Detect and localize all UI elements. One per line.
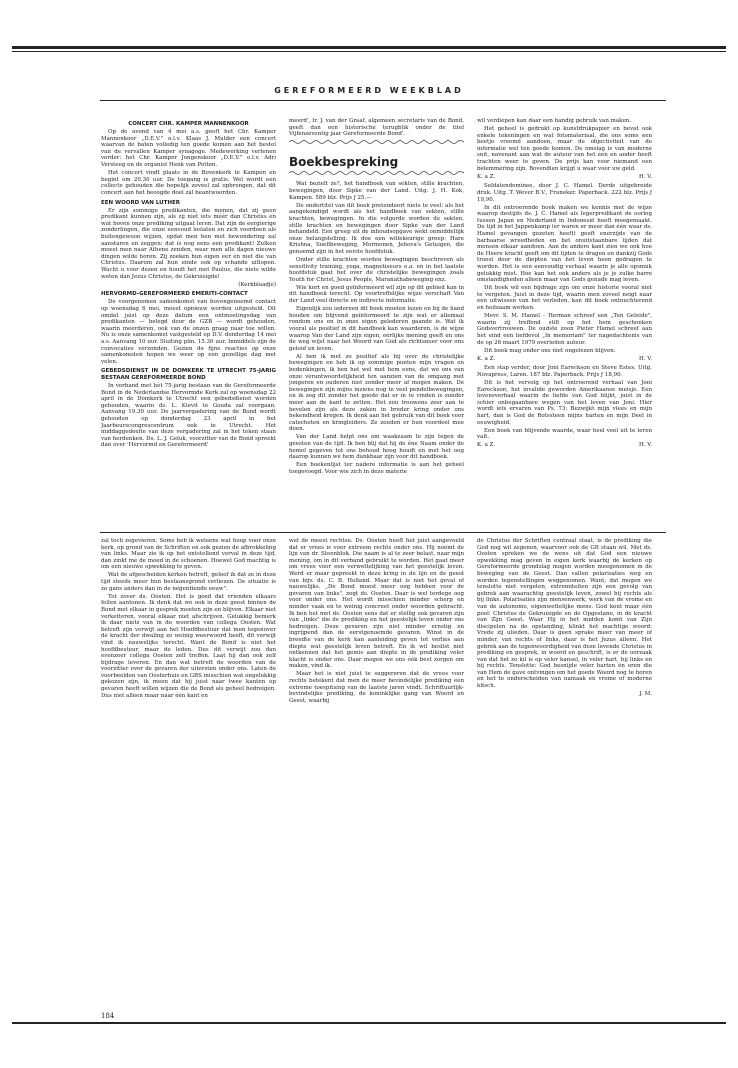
paragraph: Eigenlijk zou iedereen dit boek moeten lezen en bij de hand houden om blijvend geïnformeerd te zijn wat er allemaal rondom ons en in onze eigen gelederen gaande is. Wat ik vooral als positief in dit handboek kan waarderen, is de wijze waarop Van der Land zijn eigen, eerlijke mening geeft en ons de weg wijst naar het Woord van God als richtsnoer voor ons geloof en leven. [289, 306, 464, 352]
article-heading: CONCERT CHR. KAMPER MANNENKOOR [128, 121, 249, 127]
paragraph: meerd', Ir. J. van der Graaf, algemeen secretaris van de Bond, geeft dan een historische terugblik onder de titel Vijfenzeventig jaar Gereformeerde Bond'. [289, 118, 464, 138]
masthead-rule [100, 100, 666, 101]
signature-left: K. a Z. [477, 173, 496, 180]
paragraph: Een boek van blijvende waarde, waar heel veel uit te leren valt. [477, 427, 652, 441]
paragraph: Het concert vindt plaats in de Bovenkerk te Kampen en begint om 20.30 uur. De toegang is gratis. Wel wordt een collecte gehouden die hopelijk zoveel zal opbrengen, dat dit concert aan het beoogde doel zal beantwoorden. [101, 170, 276, 196]
paragraph: Dit boek wil een bijdrage zijn om onze historie vooral niet te vergeten. Juist in deze tijd, waarin men zoveel neigt naar een uitwissen van het verleden, kan dit boek ontnuchterend en heilzaam werken. [477, 285, 652, 312]
paragraph: Dit is het vervolg op het ontroerend verhaal van Joni Eareckson, het invalide geworden Amerikaanse meisje. Een levensverhaal waarin de liefde van God blijkt, juist in de schier onbegaanbare wegen van het leven van Joni. Hier wordt iets ervaren van Ps. 73: Bezwijkt mijn vlees en mijn hart, dan is God de Rotssteen mijns harten en mijn Deel in eeuwigheid. [477, 379, 652, 426]
paragraph: De ondertitel van dit boek pretendeert niets te veel: als het aangekondigd wordt als het handboek van sekten, stille krachten, bewegingen. In die volgorde worden de sekten, stille krachten en bewegingen door Sipke van der Land behandeld. Een greep uit de inhoudsopgave wekt onmiddellijk onze belangstelling. Ik doe een willekeurige greep: Hare Krishna, Soefibeweging, Mormonen, Jehova's Getuigen, die genoemd zijn in het eerste hoofdstuk. [289, 202, 464, 255]
paragraph: Er zijn sommige predikanten, die menen, dat zij geen predikant kunnen zijn, als zij niet iets méér dan Christus en wat boven onze prediking uitgaat leren. Dat zijn de eergierige zonderlingen, die onze eenvoud loslaten en zich voordoen als buitengewoon wijzen, opdat men hen met bewondering zal aanstaren en zeggen: dat is nog eens een predikant! Zulken moest men naar Athene zenden, waar men alle dagen nieuwe dingen wilde horen. Zij zoeken hun eigen eer en niet die van Christus. Daarom zal hun einde ook op schande uitlopen. Wacht u voor dezen en houdt het met Paulus, die niets wilde weten dan Jezus Christus, de Gekruisigde! [101, 207, 276, 280]
signature-right: H. V. [638, 173, 652, 180]
paragraph: Al ben ik met zo positief als bij over de christelijke bewegingen en heb ik op sommige punten mijn vragen en bedenkingen, ik ben het wel met hem eens, dat we ons van onze verantwoordelijkheid ten aanzien van de omgang met jongeren en ouderen niet zonder meer af mogen maken. De bewegingen zijn mijns inziens nog te veel pendelbewegingen, en ik zeg dit zonder het goede dat er in te vinden is zonder meer aan de kant te zetten. Het zou trouwens zeer aan te bevelen zijn als deze zaken in breder kring onder ons bekendheid kregen. Ik denk aan het gebruik van dit boek voor catecheten en kringleiders. Ze zouden er hun voordeel mee doen. [289, 353, 464, 433]
paragraph: Wie kort en goed geïnformeerd wil zijn op dit gebied kan in dit handboek terecht. Op voortreffelijke wijze verschaft Van der Land veel directe en indirecte informatie. [289, 284, 464, 305]
paragraph: Op de avond van 4 mei a.s. geeft het Chr. Kamper Mannenkoor „D.E.V." o.l.v. Klaas J. Mulder een concert waarvan de baten volledig ten goede komen aan het bestel van de vervallen Kamper synagoge. Medewerking verlenen verder: het Chr. Kamper Jongenskoor „D.E.V." o.l.v. Adri Versteeg en de organist Henk van Potten. [101, 129, 276, 169]
paragraph: wil verdiepen kan daar een handig gebruik van maken. [477, 118, 631, 124]
paragraph: Een boekenlijst ter nadere informatie is aan het geheel toegevoegd. Voor wie zich in deze materie [289, 462, 464, 475]
signature [477, 442, 652, 449]
column-bottom-left [101, 538, 276, 978]
signature [477, 174, 652, 181]
article-heading: GEBEDSDIENST IN DE DOMKERK TE UTRECHT 75-JARIG BESTAAN GEREFORMEERDE BOND [101, 368, 276, 381]
paragraph: Mevr. S. M. Hamel - Herman schreef een „Ten Geleide", waarin zij treffend stilt op het hem geschonken Godsvertrouwen. De oudste zoon Pieter Hamel schreef aan het eind een liefdevol „In memoriam" ter nagedachtenis van de op 26 maart 1979 overleden auteur. [477, 313, 652, 346]
signature-right: H. V. [638, 442, 652, 449]
top-rule-thin [12, 51, 726, 52]
paragraph: Maar het is niet juist te suggereren dat de vrees voor rechts betekent dat men de meer bevindelijke prediking een extreme toespitsing van de laatste jaren vindt. Schriftuurlijk-bevindelijke prediking, de koninklijke gang van Woord en Geest, waarbij [289, 671, 464, 704]
paragraph: Onder stille krachten worden bewegingen beschreven als sensitivity training, yoga, magnetiseurs e.a. en in het laatste hoofdstuk gaat het over de christelijke bewegingen zoals Youth for Christ, Jesus People, Maranathabeweging enz. [289, 257, 464, 283]
paragraph: Tot zover ds. Oosten. Het is goed dat vrienden elkaars feilen aantonen. Ik denk dat we ook in deze geest binnen de Bond met elkaar in gesprek moeten zijn en blijven. Elkaar niet verketteren, vooral elkaar niet afschrijven. Gelukkig bemerk ik daar niets van in de woorden van collega Oosten. Wat betreft zijn verwijt aan het Hoofdbestuur dat men tegenover de kracht der dwaling zo weinig weerwoord heeft, dit verwijt vind ik nauwelijks terecht. Want de Bond is niet het hoofdbestuur, maar de leden. Dus dit verwijt zou dan evenzeer collega Oosten zelf treffen. Laat hij dan ook zelf bijdrage leveren. En dan wat betreft de woorden van de voorzitter over de gevaren der uitersten onder ons. Laten de voorbeelden van Oosterhuis en GBS misschien wat ongelukkig gekozen zijn, ik meen dat hij juist naar twee kanten op gevaren heeft willen wijzen die de Bond als geheel bedreigen. Dus niet alleen maar naar één kant en [101, 593, 276, 699]
paragraph: de Christus der Schriften centraal staat, is de prediking die God nog wil zegenen, waarvoor ook de GB staan wil. Met ds. Oosten spreken we de wens uit dat God een nieuwe opwekking mag geven in eigen kerk waarbij de kerken op Gereformeerde grondslag mogen worden meegenomen in de beweging van de Geest. Dan vallen polarisaties weg en worden tegenstellingen weggenomen. Want, dat mogen we tenslotte niet vergeten, extremiteiten zijn een gevolg van gebrek aan waarachtig geestelijk leven, zowel bij rechts als bij links. Polarisaties zijn mensenwerk, werk van de vrome en van de autonome, eigenwettelijke mens. God kent maar één pool: Christus de Gekruisigde en de Opgestane, in de kracht van Zijn Geest. Waar Hij in het midden komt van Zijn discipelen na de opstanding, klinkt het machtige woord: Vrede zij ulieden. Daar is geen sprake meer van meer of minder, van rechts of links, daar is het Jezus alleen. Het gebrek aan de tegenwoordigheid van deze levende Christus in prediking en gesprek, in woord en geschrift, is er de oorzaak van dat het zo kil is op veler kansel, in veler hart, bij links en bij rechts. Tenslotte: God besnijde veler harten én oren die van Hem de gave ontvingen om het goede Woord nog te horen en het te onderscheiden van namaak en vrome of moderne kitsch. [477, 538, 652, 690]
paragraph: wel de meest rechtse. Ds. Oosten heeft het juist aangevoeld dat er vrees is voor extreem rechts onder ons. Hij noemt de lijn van dr. Steenblok. Die naam is al te zeer belast, naar mijn mening, om in dit verband gebruikt te worden. Het gaat meer om vrees voor een verwettelijking van het geestelijk leven. Werd er maar gepreekt in deze kring in de lijn en de geest van bijv. ds. C. B. Holland. Maar dat is niet het geval of nauwelijks. „De Bond moest meer oog hebben voor de gevaren van links", zegt ds. Oosten. Daar is wel terdege oog voor onder ons. Het wordt misschien minder scherp en minder vaak en te weinig concreet onder woorden gebracht. Ik ben het met ds. Oosten eens dat er stellig ook gevaren zijn van „links" die de prediking en het geestelijk leven onder ons bedreigen. Deze gevaren zijn niet minder ernstig en ingrijpend dan de eerstgenoemde gevaren. Winst in de breedte van de kerk kan aanleiding geven tot verlies aan diepte wat geestelijk leven betreft. En ik wil beslist niet ontkennen dat het gemis aan diepte in de prediking veler klacht is onder ons. Daar mogen we ons óók best zorgen om maken, vind ik. [289, 538, 464, 670]
column-bottom-middle [289, 538, 464, 978]
book-title: Wat bezielt ze?, het handboek van sekten, stille krachten, bewegingen, door Sipke van der Land. Uitg. J. H. Kok, Kampen. 589 blz. Prijs ƒ 25.— [289, 181, 464, 201]
paragraph: Het geheel is gedrukt op kunstdrukpapier en bevat ook enkele tekeningen en wat fotomateriaal, die ons soms een beetje vreemd aandoen, maar de objectiviteit van de informatie wel ten goede komen. De omslag is van moderne snit, navenant aan wat de auteur van het één en ander heeft trachten weer te geven. De prijs kan voor niemand een belemmering zijn. Bovendien krijgt u waar voor uw geld. [477, 126, 652, 172]
masthead: GEREFORMEERD WEEKBLAD [274, 86, 464, 95]
mid-rule [100, 532, 666, 533]
source-note: (Kerkblaadje) [238, 281, 276, 288]
divider-wave [289, 170, 464, 176]
column-bottom-right [477, 538, 652, 978]
paragraph: Dit boek mag onder ons niet ongelezen blijven. [484, 347, 616, 354]
column-right [477, 118, 652, 528]
paragraph: Van der Land helpt ons om waakzaam te zijn tegen de geesten van de tijd. Ik ben blij dat hij de éne Naam onder de hemel gegeven tot ons behoud hoog houdt en met het oog daarop kunnen we hem dankbaar zijn voor dit handboek. [289, 434, 464, 461]
paragraph: In dit ontroerende boek maken we kennis met de wijze waarop destijds ds. J. C. Hamel als legerpredikant de oorlog tussen Japan en Nederland in Indonesië heeft meegemaakt. De tijd in het Jappenkamp (er waren er meer dan één waar ds. Hamel gevangen gezeten heeft) geeft enerzijds van de barbaarse wreedheden en het onuitstaanbare lijden dat mensen elkaar aandoen. Aan de andere kant zien we ook hoe de Heere kracht geeft om dit lijden te dragen en dankzij Gods troost door de diepten van het leven heen gedragen te worden. Het is een eenvoudig verhaal waarin je alle opsmuk gelukkig mist. Hoe kan het ook anders als je je zulke barre omstandigheden alleen maar van Gods genade mag leven. [477, 204, 652, 284]
bottom-rule [12, 1022, 726, 1024]
paragraph: In verband met het 75-jarig bestaan van de Gereformeerde Bond in de Nederlandse Hervormde Kerk zal op woensdag 22 april in de Domkerk te Utrecht een gebedsdienst worden gehouden, waarin ds. L. Kievit te Gouda zal voorgaan. Aanvang 19.30 uur. De jaarvergadering van de Bond wordt gehouden op donderdag 23 april in het Jaarbeurscongrescentrum ook te Utrecht. Het middaggedeelte van deze vergadering zal in het teken staan van herdenken. Ds. L. J. Geluk, voorzitter van de Bond spreekt dan over 'Hervormd en Gereformeerd' [101, 382, 276, 449]
divider-wave [289, 139, 464, 145]
paragraph: Wat de afgescheiden kerken betreft, geloof ik dat ze in deze tijd steeds meer hun bestaansgrond verliezen. De situatie is zo gans anders dan in de negentiende eeuw". [101, 572, 276, 592]
column-left [101, 118, 276, 528]
book-title: Een stap verder, door Joni Eareckson en Steve Estes. Uitg. Novapress, Laren. 187 blz. Paperback. Prijs ƒ 18,90. [477, 365, 652, 378]
paragraph: De voorgenomen samenkomst van bovengenoemd contact op woensdag 6 mei, moest opnieuw worden uitgesteld. Dit omdat juist op deze datum een ontmoetingsdag van predikanten — belegd door de GZB — wordt gehouden, waarin meerderen, ook van de onzen graag naar toe willen. Nu is onze samenkomst vastgesteld op D.V. donderdag 14 mei a.s. Aanvang 10 uur. Sluiting plm. 15.30 uur. Inmiddels zijn de convocaties verzonden. Gezien de fijne reacties op onze samenkomsten hopen we weer op een gezellige dag met velen. [101, 299, 276, 365]
article-heading: HERVORMD-GEREFORMEERD EMERITI-CONTACT [101, 291, 248, 298]
paragraph: zal toch zegevieren. Soms heb ik weleens wat hoop voor onze kerk, op grond van de Schriften en ook gezien de afbrokkeling van links. Maar zie ik op het ontstellend verval in deze tijd, dan zinkt me de moed in de schoenen. Hoewel God machtig is om een nieuwe opwekking te geven. [101, 538, 276, 571]
signature-right: H. V. [638, 355, 652, 362]
page-number: 184 [101, 1012, 115, 1020]
top-rule [12, 46, 726, 49]
signature [477, 356, 652, 363]
signature-left: K. a Z. [477, 355, 496, 362]
column-middle [289, 118, 464, 528]
book-title: Soldatendominee, door J. C. Hamel. Derde uitgebreide druk. Uitg. T. Wever B.V., Franeker. Paperback. 222 blz. Prijs ƒ 19,90. [477, 183, 652, 203]
section-heading: Boekbespreking [289, 154, 399, 169]
signature: J. M. [639, 691, 652, 698]
article-heading: EEN WOORD VAN LUTHER [101, 199, 180, 206]
signature-left: K. a Z. [477, 442, 496, 449]
